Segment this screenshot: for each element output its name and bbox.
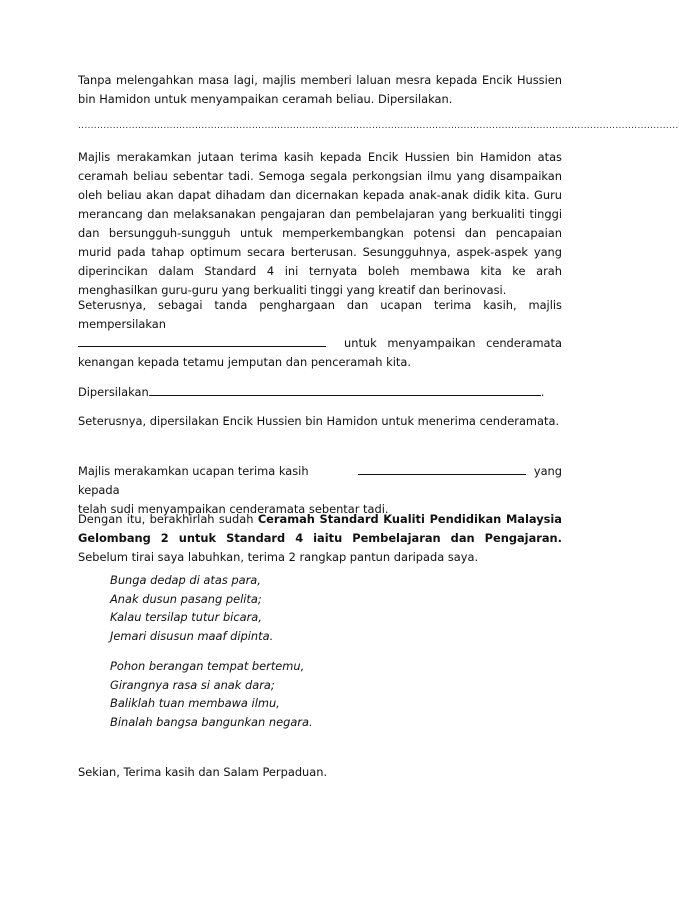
intro-paragraph: Tanpa melengahkan masa lagi, majlis memberi laluan mesra kepada Encik Hussien bin Hamidon untuk menyampaikan ceramah beliau. Dipersilakan. — [78, 73, 562, 106]
pantun-line: Jemari disusun maaf dipinta. — [110, 628, 274, 643]
appreciation-line-2: telah sudi menyampaikan cenderamata sebentar tadi. — [78, 502, 389, 516]
souvenir-line-3: kenangan kepada tetamu jemputan dan penceramah kita. — [78, 355, 411, 369]
appreciation-text: Majlis merakamkan ucapan terima kasih kepada — [78, 464, 309, 497]
souvenir-line-2 — [78, 334, 562, 353]
pantun-line: Kalau tersilap tutur bicara, — [110, 610, 262, 624]
appreciation-line-1 — [78, 462, 562, 500]
invite-text: Dipersilakan — [78, 385, 149, 399]
invite-paragraph — [78, 383, 562, 402]
souvenir-line-2-text: untuk menyampaikan cenderamata — [344, 336, 562, 350]
pantun-line: Girangnya rasa si anak dara; — [110, 677, 275, 692]
invite-period: . — [540, 385, 545, 399]
pantun-line: Anak dusun pasang pelita; — [110, 591, 262, 606]
appreciation-yang: yang — [533, 464, 562, 478]
dotted-separator: .............................................................................................................................................................................................. — [78, 121, 679, 131]
souvenir-invitation-paragraph — [78, 296, 562, 372]
invitee-name-blank — [149, 383, 541, 396]
event-title-bold: Ceramah Standard Kualiti Pendidikan Malaysia Gelombang 2 untuk Standard 4 iaitu Pembelajaran dan Pengajaran. — [78, 512, 562, 545]
pantun-stanza-2 — [110, 657, 313, 731]
pantun-line: Binalah bangsa bangunkan negara. — [110, 714, 313, 729]
souvenir-line-1: Seterusnya, sebagai tanda penghargaan dan ucapan terima kasih, majlis mempersilakan — [78, 298, 562, 331]
closing-outro-text: Sebelum tirai saya labuhkan, terima 2 rangkap pantun daripada saya. — [78, 550, 479, 564]
pantun-line: Baliklah tuan membawa ilmu, — [110, 696, 280, 710]
thanks-paragraph: Majlis merakamkan jutaan terima kasih kepada Encik Hussien bin Hamidon atas ceramah beliau sebentar tadi. Semoga segala perkongsian ilmu yang disampaikan oleh beliau akan dapat dihadam dan dicernakan kepada anak-anak didik kita. Guru merancang dan melaksanakan pengajaran dan pembelajaran yang berkualiti tinggi dan bersungguh-sungguh untuk memperkembangkan potensi dan pencapaian murid pada tahap optimum secara berterusan. Sesungguhnya, aspek-aspek yang diperincikan dalam Standard 4 ini ternyata boleh membawa kita ke arah menghasilkan guru-guru yang berkualiti tinggi yang kreatif dan berinovasi. — [78, 150, 562, 297]
closing-line: Sekian, Terima kasih dan Salam Perpaduan. — [78, 765, 328, 779]
thanked-name-blank — [358, 462, 526, 475]
closing-intro-paragraph — [78, 510, 562, 567]
closing-intro-text: Dengan itu, berakhirlah sudah — [78, 512, 258, 526]
receive-souvenir-paragraph: Seterusnya, dipersilakan Encik Hussien bin Hamidon untuk menerima cenderamata. — [78, 414, 560, 428]
pantun-line: Pohon berangan tempat bertemu, — [110, 659, 305, 673]
pantun-line: Bunga dedap di atas para, — [110, 573, 261, 587]
presenter-name-blank — [78, 334, 326, 347]
pantun-stanza-1 — [110, 571, 273, 645]
